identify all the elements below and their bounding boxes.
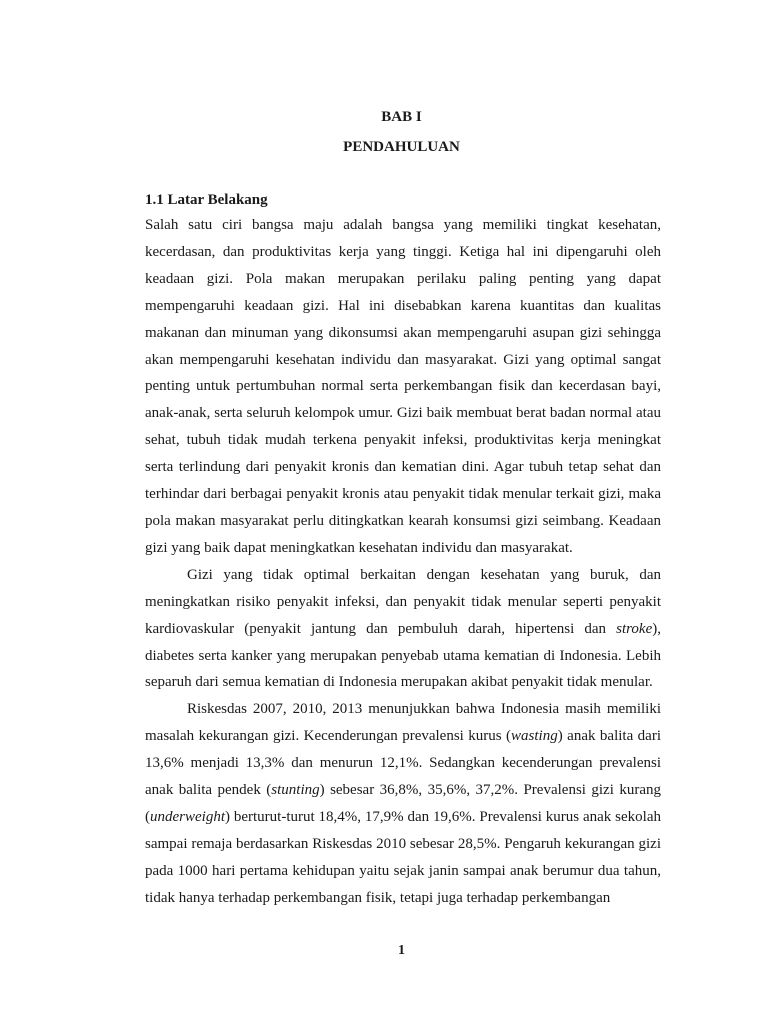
section-body bbox=[145, 212, 661, 912]
paragraph-2-text: ), diabetes serta kanker yang merupakan penyebab utama kematian di Indonesia. Lebih separuh dari semua kematian di Indonesia merupakan akibat penyakit tidak menular. bbox=[145, 620, 661, 691]
section-heading: 1.1 Latar Belakang bbox=[145, 192, 268, 208]
paragraph-3-text: ) anak balita dari 13,6% menjadi 13,3% dan menurun 12,1%. Sedangkan kecenderungan prevalensi anak balita pendek ( bbox=[145, 728, 661, 799]
paragraph-1-text: Salah satu ciri bangsa maju adalah bangsa yang memiliki tingkat kesehatan, kecerdasan, dan produktivitas kerja yang tinggi. Ketiga hal ini dipengaruhi oleh keadaan gizi. Pola makan merupakan perilaku paling penting yang dapat mempengaruhi keadaan gizi. Hal ini disebabkan karena kuantitas dan kualitas makanan dan minuman yang dikonsumsi akan mempengaruhi asupan gizi sehingga akan mempengaruhi kesehatan individu dan masyarakat. Gizi yang optimal sangat penting untuk pertumbuhan normal serta perkembangan fisik dan kecerdasan bayi, anak-anak, serta seluruh kelompok umur. Gizi baik membuat berat badan normal atau sehat, tubuh tidak mudah terkena penyakit infeksi, produktivitas kerja meningkat serta terlindung dari penyakit kronis dan kematian dini. Agar tubuh tetap sehat dan terhindar dari berbagai penyakit kronis atau penyakit tidak menular terkait gizi, maka pola makan masyarakat perlu ditingkatkan kearah konsumsi gizi seimbang. Keadaan gizi yang baik dapat meningkatkan kesehatan individu dan masyarakat. bbox=[145, 217, 661, 556]
paragraph-3-text: ) berturut-turut 18,4%, 17,9% dan 19,6%. Prevalensi kurus anak sekolah sampai remaja berdasarkan Riskesdas 2010 sebesar 28,5%. Pengaruh kekurangan gizi pada 1000 hari pertama kehidupan yaitu sejak janin sampai anak berumur dua tahun, tidak hanya terhadap perkembangan fisik, tetapi juga terhadap perkembangan bbox=[145, 808, 661, 906]
chapter-number: BAB I bbox=[381, 109, 422, 125]
paragraph-1 bbox=[145, 212, 661, 562]
paragraph-3-italic-term: wasting bbox=[511, 728, 558, 745]
paragraph-3-text: Riskesdas 2007, 2010, 2013 menunjukkan bahwa Indonesia masih memiliki masalah kekurangan gizi. Kecenderungan prevalensi kurus ( bbox=[145, 701, 661, 745]
paragraph-3-italic-term: underweight bbox=[150, 808, 225, 825]
paragraph-3 bbox=[145, 696, 661, 911]
page-number: 1 bbox=[398, 943, 405, 958]
paragraph-3-text: ) sebesar 36,8%, 35,6%, 37,2%. Prevalensi gizi kurang ( bbox=[145, 782, 661, 825]
chapter-title: PENDAHULUAN bbox=[343, 139, 460, 155]
paragraph-2-italic-term: stroke bbox=[616, 620, 653, 637]
paragraph-2-text: Gizi yang tidak optimal berkaitan dengan kesehatan yang buruk, dan meningkatkan risiko penyakit infeksi, dan penyakit tidak menular seperti penyakit kardiovaskular (penyakit jantung dan pembuluh darah, hipertensi dan bbox=[145, 566, 661, 637]
paragraph-2 bbox=[145, 562, 661, 697]
paragraph-3-italic-term: stunting bbox=[271, 782, 320, 799]
